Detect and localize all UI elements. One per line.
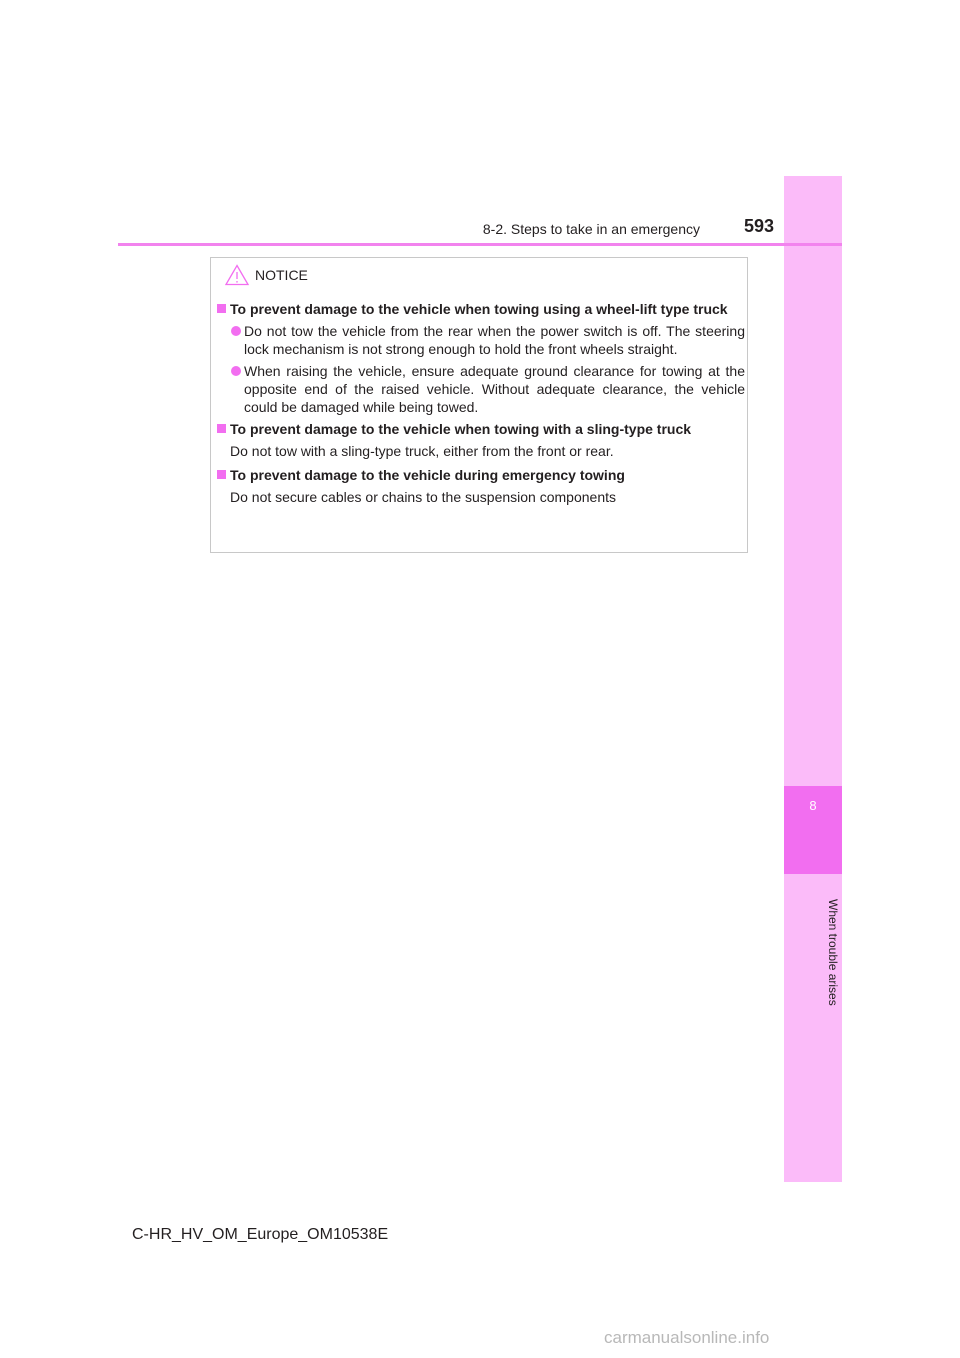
watermark: carmanualsonline.info	[604, 1328, 770, 1347]
chapter-number-tab	[784, 786, 842, 874]
circle-bullet-icon	[231, 326, 241, 336]
section-title: 8-2. Steps to take in an emergency	[482, 221, 700, 237]
notice-bullet: When raising the vehicle, ensure adequate ground clearance for towing at the opposite end of the raised vehicle. Without adequate clearance, the vehicle could be damaged while being towed.	[217, 362, 745, 416]
notice-item-heading: To prevent damage to the vehicle during emergency towing	[217, 466, 745, 484]
square-bullet-icon	[217, 470, 226, 479]
side-tab	[784, 176, 842, 1182]
document-code: C-HR_HV_OM_Europe_OM10538E	[132, 1226, 389, 1243]
notice-body	[217, 300, 745, 512]
notice-box	[210, 257, 748, 553]
square-bullet-icon	[217, 304, 226, 313]
notice-text: Do not secure cables or chains to the suspension components	[230, 489, 617, 505]
notice-bullet: Do not tow the vehicle from the rear when the power switch is off. The steering lock mechanism is not strong enough to hold the front wheels straight.	[217, 322, 745, 358]
square-bullet-icon	[217, 424, 226, 433]
header-rule	[118, 243, 842, 246]
page-number: 593	[743, 216, 774, 236]
chapter-number: 8	[809, 798, 817, 813]
chapter-label: When trouble arises	[826, 898, 840, 1006]
notice-item-heading: To prevent damage to the vehicle when towing using a wheel-lift type truck	[217, 300, 745, 318]
notice-text: Do not tow with a sling-type truck, either from the front or rear.	[230, 443, 614, 459]
notice-header	[225, 264, 308, 286]
notice-item-heading: To prevent damage to the vehicle when towing with a sling-type truck	[217, 420, 745, 438]
circle-bullet-icon	[231, 366, 241, 376]
warning-triangle-icon	[225, 264, 249, 286]
notice-title: NOTICE	[255, 267, 308, 283]
